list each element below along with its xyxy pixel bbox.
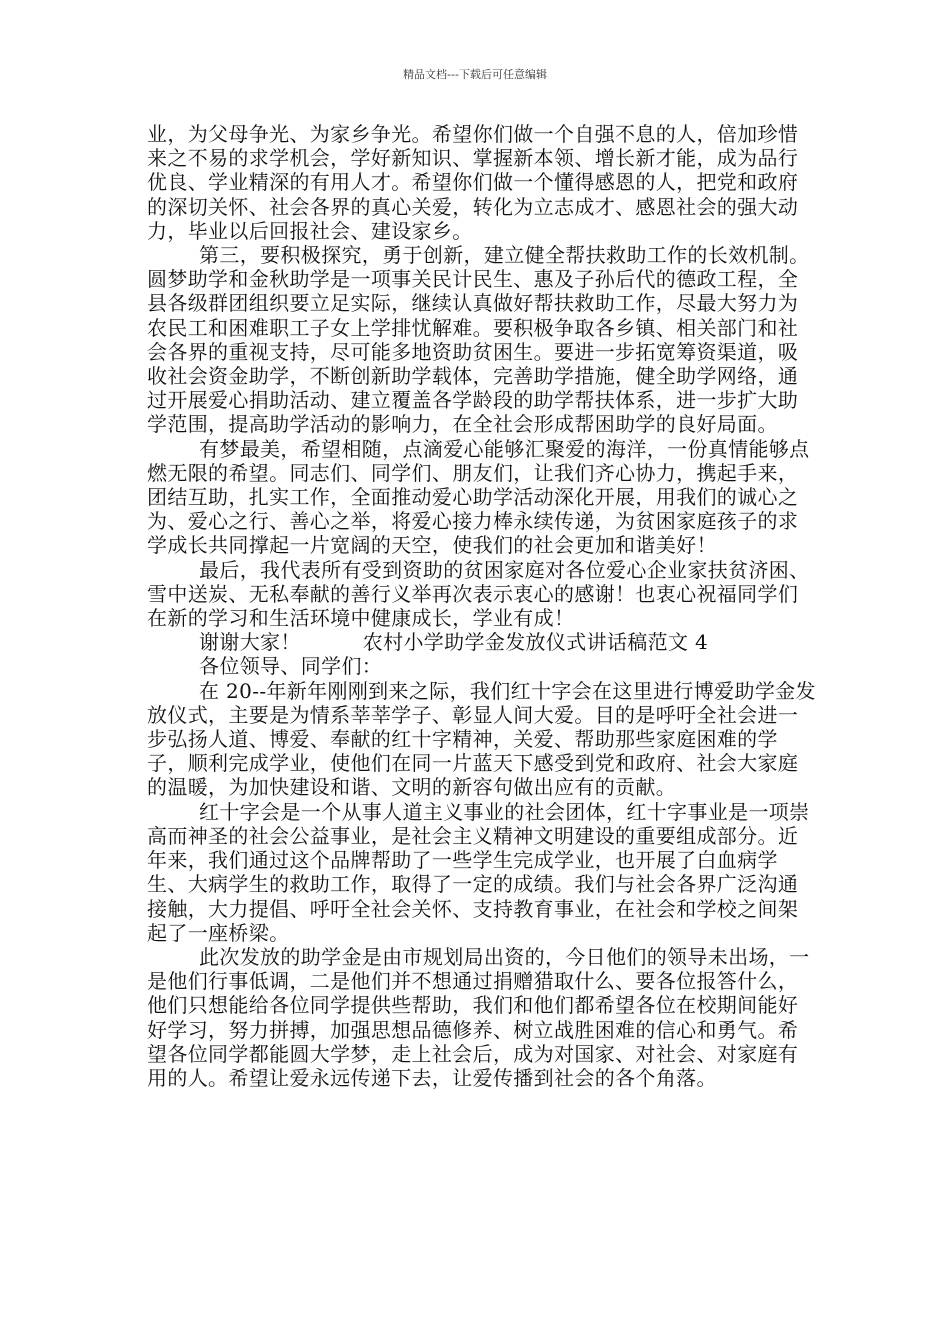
thanks-line [147,630,817,654]
page-header: 精品文档---下载后可任意编辑 [403,68,547,81]
document-body [147,122,817,1090]
paragraph-6: 红十字会是一个从事人道主义事业的社会团体，红十字事业是一项崇高而神圣的社会公益事业，是社会主义精神文明建设的重要组成部分。近年来，我们通过这个品牌帮助了一些学生完成学业，也开展了白血病学生、大病学生的救助工作，取得了一定的成绩。我们与社会各界广泛沟通接触，大力提倡、呼吁全社会关怀、支持教育事业，在社会和学校之间架起了一座桥梁。 [147,799,810,945]
article-title: 农村小学助学金发放仪式讲话稿范文 4 [362,630,709,655]
paragraph-1: 业，为父母争光、为家乡争光。希望你们做一个自强不息的人，倍加珍惜来之不易的求学机会，学好新知识、掌握新本领、增长新才能，成为品行优良、学业精深的有用人才。希望你们做一个懂得感恩的人，把党和政府的深切关怀、社会各界的真心关爱，转化为立志成才、感恩社会的强大动力，毕业以后回报社会、建设家乡。 [147,122,799,243]
thanks-text: 谢谢大家！ [199,630,301,655]
paragraph-2: 第三，要积极探究，勇于创新，建立健全帮扶救助工作的长效机制。圆梦助学和金秋助学是一项事关民计民生、惠及子孙后代的德政工程，全县各级群团组织要立足实际，继续认真做好帮扶救助工作，尽最大努力为农民工和困难职工子女上学排忧解难。要积极争取各乡镇、相关部门和社会各界的重视支持，尽可能多地资助贫困生。要进一步拓宽筹资渠道，吸收社会资金助学，不断创新助学载体，完善助学措施，健全助学网络，通过开展爱心捐助活动、建立覆盖各学龄段的助学帮扶体系，进一步扩大助学范围，提高助学活动的影响力，在全社会形成帮困助学的良好局面。 [147,243,810,437]
paragraph-7: 此次发放的助学金是由市规划局出资的，今日他们的领导未出场，一是他们行事低调，二是他们并不想通过捐赠猎取什么、要各位报答什么，他们只想能给各位同学提供些帮助，我们和他们都希望各位在校期间能好好学习，努力拼搏，加强思想品德修养、树立战胜困难的信心和勇气。希望各位同学都能圆大学梦，走上社会后，成为对国家、对社会、对家庭有用的人。希望让爱永远传递下去，让爱传播到社会的各个角落。 [147,944,810,1090]
paragraph-4: 最后，我代表所有受到资助的贫困家庭对各位爱心企业家扶贫济困、雪中送炭、无私奉献的善行义举再次表示衷心的感谢！也衷心祝福同学们在新的学习和生活环境中健康成长，学业有成！ [147,557,810,631]
paragraph-3: 有梦最美，希望相随，点滴爱心能够汇聚爱的海洋，一份真情能够点燃无限的希望。同志们、同学们、朋友们，让我们齐心协力，携起手来，团结互助，扎实工作，全面推动爱心助学活动深化开展，用我们的诚心之为、爱心之行、善心之举，将爱心接力棒永续传递，为贫困家庭孩子的求学成长共同撑起一片宽阔的天空，使我们的社会更加和谐美好！ [147,436,810,558]
paragraph-5: 在 20--年新年刚刚到来之际，我们红十字会在这里进行博爱助学金发放仪式，主要是为情系莘莘学子、彰显人间大爱。目的是呼吁全社会进一步弘扬人道、博爱、奉献的红十字精神，关爱、帮助那些家庭困难的学子，顺利完成学业，使他们在同一片蓝天下感受到党和政府、社会大家庭的温暖，为加快建设和谐、文明的新容句做出应有的贡献。 [147,678,816,800]
salutation: 各位领导、同学们： [199,654,383,679]
